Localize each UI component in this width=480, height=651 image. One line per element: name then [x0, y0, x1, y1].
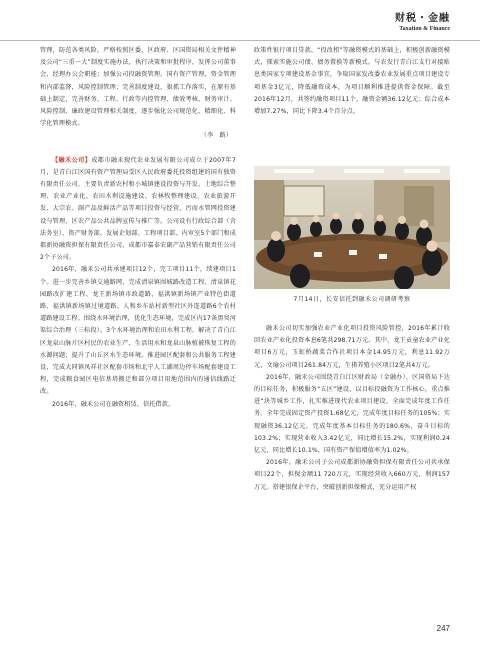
paragraph-financing-start: 2016年，融禾公司在融资租赁、信托借款、: [52, 400, 175, 408]
paragraph-financing-cont: 政策性银行项目贷款、“投改租”等融资模式的基础上，积极创新融资模式，探索实施公司债、债务置换等新模式。与农发行青白江支行对接贴息类国家专项建设基金事宜，争取国家发改委农业发展重点项目建设专项基金3亿元，降低融资成本，为项目顺利推进提供资金保障。截至2016年12月，共签约融资项目11个，融资金额36.12亿元；综合成本增加7.27%，同比下降3.4个百分点。: [254, 47, 450, 116]
paragraph-ronghe-intro: [40, 155, 236, 265]
section-header: [395, 13, 450, 33]
author-signature: （李 路）: [200, 132, 232, 140]
left-column: [40, 45, 236, 411]
ronghe-intro-text: 成都市融禾现代农业发展有限公司成立于2007年7月，是青白江区国有资产管理局受区人民政府委托投资组建的国有独资有限责任公司，主要负责新农村和小城镇建设投资与开发、土地综合整理、农业产业化、农田水利设施建设、农林牧整理建设、农业旅游开发、大宗农、副产品及鲜活产品等项目投资与经营，污而水管网投资建设与管理，区农产品公共品牌宣传与推广等。公司设有行政综合部（含法务室）、资产财务部、发展企划部、工程项目部、内审室5个部门和成都新协融资担保有限责任公司、成都市嘉泰农副产品营销有限责任公司2个子公司。: [40, 156, 236, 262]
paragraph-projects: 2016年，融禾公司共承建项目12个，完工项目11个，续建项目1个。进一步完善乡镇交通路网，完成清泉镇围城路改造工程、清泉镇花园路改扩建工程、龙王新场镇市政道路、福洪镇新场镇产业特色街道路、福洪镇新场镇过境道路、人和乡车站村新型社区外连道路6个农村道路建设工程。围绕水环境治理，优化生态环境，完成区内17条黑臭河渠综合治理（三标段）、3个水环境治理和农田水利工程，解决了青白江区龙泉山脉片区村民的农业生产、生活用水和龙泉山脉植被恢复工程的水源问题；提升了山丘区水生态环境。推进园区配套和公共服务工程建设，完成大同镇凤祥社区配套市场和北宁人工湖周边停车场配套建设工程，完成粮食园区电信基塔搬迁和部分项目用地范围内的通信线路迁改。: [40, 266, 236, 396]
ronghe-tag: 【融禾公司】: [52, 156, 92, 164]
section-title: 财税・金融: [395, 13, 450, 24]
paragraph-guarantee-subsidiary: 2016年，融禾公司子公司成都新协融资担保有限责任公司共承保项目22个，担保金额11 720万元，实现经营收入660万元，利润157万元。搭建银保企平台，突破创新担保模式，充分运用产权: [254, 459, 450, 491]
paragraph-risk-control: 融禾公司切实加强农业产业化项目投资风险管控，2016年累计收回农业产业化投资本息6笔共298.71万元。其中，龙王贡童农业产业化项目6万元，玉虹桥蔬菜合作社项目本金14.95万元，利息11.92万元，文瑜公司项目261.84万元，生猪养殖小区项目2笔共4万元。: [254, 325, 450, 369]
paragraph-annual-results: 2016年，融禾公司围绕青白江区财政局（金融办）、区国资局下达的目标任务，积极服务“五区”建设，以目标投融资为工作核心，重点推进“块等城乡工作，扎实推进现代农业项目建设，全面完成年度工作任务。全年完成固定资产投资1.68亿元，完成年度目标任务的105%；实现融资36.12亿元，完成年度基本目标任务的180.6%，奋斗目标的103.2%；实现营业收入3.42亿元，同比增长15.2%，实现利润0.24亿元，同比增长10.1%，国有资产保值增值率为1.02%。: [254, 373, 450, 455]
right-column-bottom: [254, 323, 450, 494]
section-subtitle: Taxation & Finance: [399, 26, 450, 32]
right-column-top: [254, 45, 450, 118]
photo-caption: 7月14日，长安信托到融禾公司调研考察: [293, 296, 411, 303]
meeting-photo: [254, 166, 450, 289]
meeting-photo-image: [254, 166, 450, 289]
paragraph-management: 管理，防范各类风险。严格按照区委、区政府、区国资局相关文件精神及公司“三重一大”制度实施办法，执行决策和审批程序，发挥公司董事会、经理办公会职能；加强公司投融资管理、国有资产管理、资金管理和内部监督，风险控制管理；完善制度建设，狠抓工作落实，在原有基础上制定、完善财务、工程、行政等内控管理、绩效考核、财务审计、风险控制、廉政建设管理相关制度，逐步强化公司规范化、精细化、科学化管理模式。: [40, 47, 236, 128]
page-number: 247: [436, 624, 450, 633]
header-rule: [0, 40, 480, 41]
